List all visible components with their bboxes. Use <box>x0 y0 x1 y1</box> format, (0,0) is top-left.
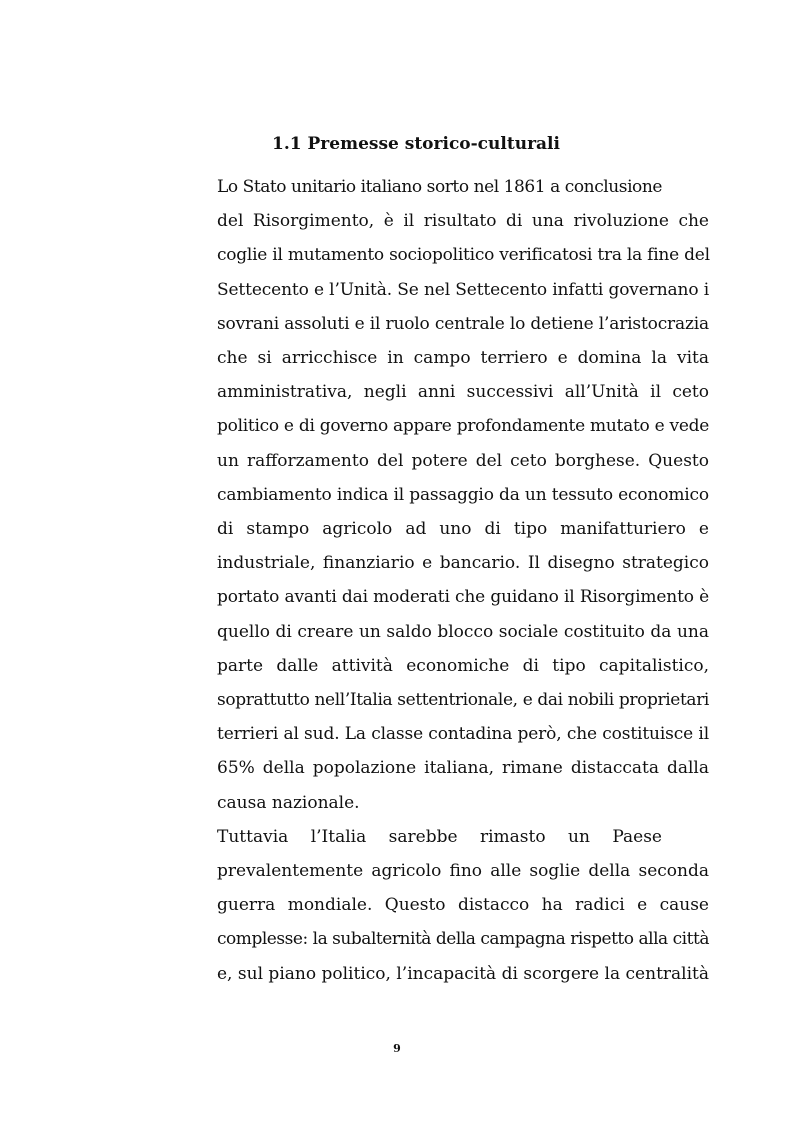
paragraph-line: portato avanti dai moderati che guidano il Risorgimento è <box>217 587 709 608</box>
paragraph-line: soprattutto nell’Italia settentrionale, e dai nobili proprietari <box>217 690 709 711</box>
paragraph-line: complesse: la subalternità della campagna rispetto alla città <box>217 929 709 950</box>
paragraph-line: sovrani assoluti e il ruolo centrale lo detiene l’aristocrazia <box>217 313 709 334</box>
body-text <box>170 170 710 991</box>
paragraph-line: Lo Stato unitario italiano sorto nel 1861 a conclusione <box>217 177 662 197</box>
paragraph-line: cambiamento indica il passaggio da un tessuto economico <box>217 484 709 505</box>
paragraph-line: un rafforzamento del potere del ceto borghese. Questo <box>217 450 709 471</box>
paragraph-line: causa nazionale. <box>217 792 360 813</box>
paragraph-line: del Risorgimento, è il risultato di una rivoluzione che <box>217 211 709 232</box>
paragraph-line: parte dalle attività economiche di tipo capitalistico, <box>217 655 709 676</box>
paragraph-line: quello di creare un saldo blocco sociale costituito da una <box>217 621 709 642</box>
paragraph-line: Tuttavia l’Italia sarebbe rimasto un Paese <box>217 826 662 847</box>
paragraph-line: Settecento e l’Unità. Se nel Settecento infatti governano i <box>217 279 709 300</box>
page-number: 9 <box>393 1042 401 1055</box>
paragraph-line: politico e di governo appare profondamente mutato e vede <box>217 416 710 437</box>
paragraph-line: 65% della popolazione italiana, rimane distaccata dalla <box>217 758 709 779</box>
section-heading: 1.1 Premesse storico-culturali <box>272 134 560 154</box>
paragraph-line: di stampo agricolo ad uno di tipo manifatturiero e <box>217 519 709 540</box>
paragraph-line: amministrativa, negli anni successivi all’Unità il ceto <box>217 382 709 403</box>
paragraph-line: industriale, finanziario e bancario. Il disegno strategico <box>217 553 709 574</box>
paragraph-line: che si arricchisce in campo terriero e domina la vita <box>217 348 709 369</box>
paragraph-line: terrieri al sud. La classe contadina però, che costituisce il <box>217 724 709 745</box>
paragraph-line: coglie il mutamento sociopolitico verificatosi tra la fine del <box>217 245 710 266</box>
paragraph-line: guerra mondiale. Questo distacco ha radici e cause <box>217 895 709 916</box>
paragraph-1 <box>170 170 710 820</box>
paragraph-line: prevalentemente agricolo fino alle soglie della seconda <box>217 861 709 882</box>
paragraph-line: e, sul piano politico, l’incapacità di scorgere la centralità <box>217 963 709 984</box>
paragraph-2 <box>170 820 709 991</box>
